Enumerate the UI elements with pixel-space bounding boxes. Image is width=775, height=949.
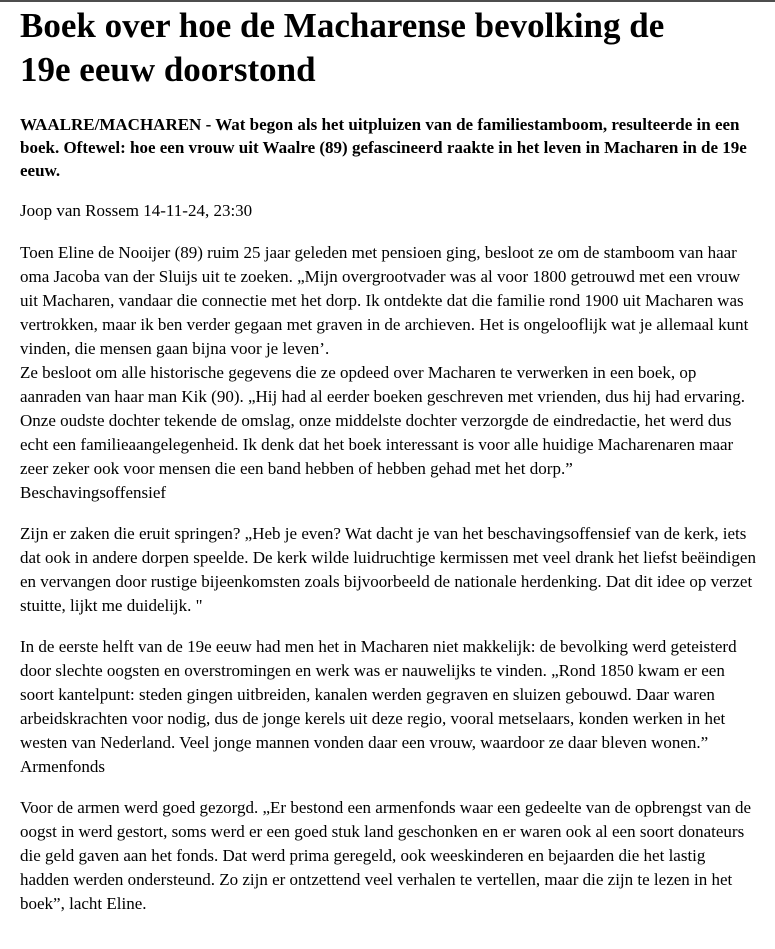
paragraph-text: In de eerste helft van de 19e eeuw had men het in Macharen niet makkelijk: de bevolking werd geteisterd door slechte oogsten en overstromingen en werk was er nauwelijks te vinden. „Rond 1850 kwam er een soort kantelpunt: steden gingen uitbreiden, kanalen werden gegraven en sluizen gebouwd. Daar waren arbeidskrachten voor nodig, dus de jonge kerels uit deze regio, vooral metselaars, konden werken in het westen van Nederland. Veel jonge mannen vonden daar een vrouw, waardoor ze daar bleven wonen.” [20,637,737,752]
paragraph-block-1 [20,241,757,505]
paragraph-block-4 [20,796,757,916]
paragraph-block-2 [20,522,757,618]
paragraph-block-3 [20,635,757,779]
subheading-armenfonds: Armenfonds [20,757,105,776]
page-title [20,4,757,92]
article-body [20,241,757,916]
subheading-beschavingsoffensief: Beschavingsoffensief [20,483,167,502]
paragraph-text: Zijn er zaken die eruit springen? „Heb je even? Wat dacht je van het beschavingsoffensief van de kerk, iets dat ook in andere dorpen speelde. De kerk wilde luidruchtige kermissen met veel drank het liefst beëindigen en vervangen door rustige bijeenkomsten zoals bijvoorbeeld de nationale herdenking. Dat dit idee op verzet stuitte, lijkt me duidelijk. " [20,524,756,615]
byline-datetime: 14-11-24, 23:30 [143,201,253,220]
byline-author: Joop van Rossem [20,201,139,220]
paragraph-text: Ze besloot om alle historische gegevens die ze opdeed over Macharen te verwerken in een boek, op aanraden van haar man Kik (90). „Hij had al eerder boeken geschreven met vrienden, dus hij had ervaring. Onze oudste dochter tekende de omslag, onze middelste dochter verzorgde de eindredactie, het werd dus echt een familieaangelegenheid. Ik denk dat het boek interessant is voor alle huidige Macharenaren maar zeer zeker ook voor mensen die een band hebben of hebben gehad met het dorp.” [20,363,746,478]
article-byline [20,199,757,222]
paragraph-text: Voor de armen werd goed gezorgd. „Er bestond een armenfonds waar een gedeelte van de opbrengst van de oogst in werd gestort, soms werd er een goed stuk land geschonken en er waren ook al een soort donateurs die geld gaven aan het fonds. Dat werd prima geregeld, ook weeskinderen en bejaarden die het lastig hadden werden ondersteund. Zo zijn er ontzettend veel verhalen te vertellen, maar die zijn te lezen in het boek”, lacht Eline. [20,798,752,913]
title-line-2: 19e eeuw doorstond [20,50,316,89]
article-lead: WAALRE/MACHAREN - Wat begon als het uitpluizen van de familiestamboom, resulteerde in een boek. Oftewel: hoe een vrouw uit Waalre (89) gefascineerd raakte in het leven in Macharen in de 19e eeuw. [20,115,747,180]
paragraph-text: Toen Eline de Nooijer (89) ruim 25 jaar geleden met pensioen ging, besloot ze om de stamboom van haar oma Jacoba van der Sluijs uit te zoeken. „Mijn overgrootvader was al voor 1800 getrouwd met een vrouw uit Macharen, vandaar die connectie met het dorp. Ik ontdekte dat die familie rond 1900 uit Macharen was vertrokken, maar ik ben verder gegaan met graven in de archieven. Het is ongelooflijk wat je allemaal kunt vinden, die mensen gaan bijna voor je leven’. [20,243,749,358]
title-line-1: Boek over hoe de Macharense bevolking de [20,6,665,45]
